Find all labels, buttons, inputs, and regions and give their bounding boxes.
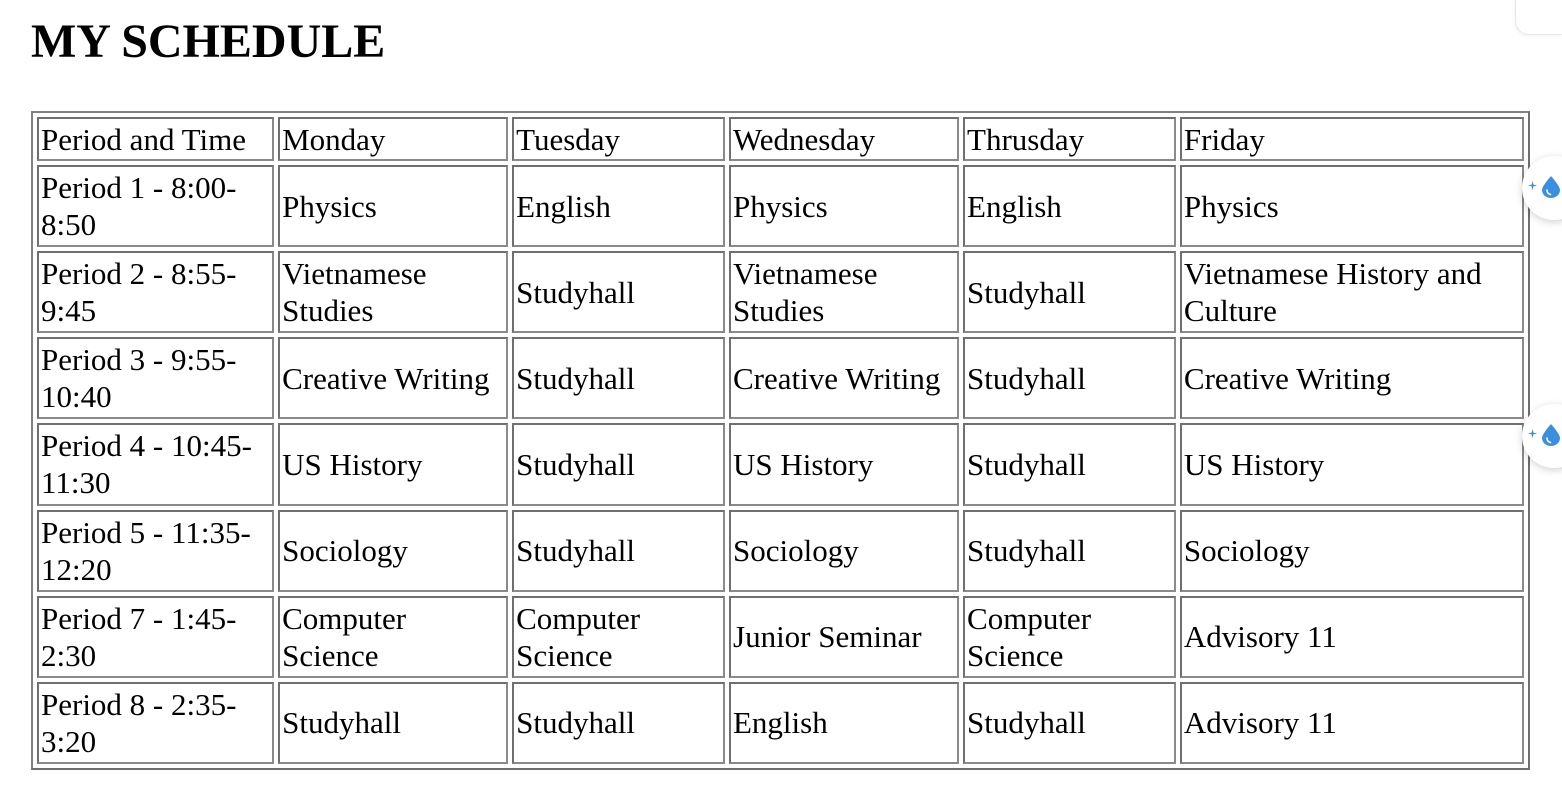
class-cell: Studyhall: [963, 251, 1176, 333]
header-friday: Friday: [1180, 117, 1524, 161]
period-cell: Period 8 - 2:35-3:20: [37, 682, 274, 764]
class-cell: Studyhall: [963, 337, 1176, 419]
class-cell: Studyhall: [278, 682, 508, 764]
period-cell: Period 3 - 9:55-10:40: [37, 337, 274, 419]
class-cell: US History: [278, 423, 508, 505]
class-cell: Sociology: [729, 510, 959, 592]
class-cell: Vietnamese History and Culture: [1180, 251, 1524, 333]
header-period-and-time: Period and Time: [37, 117, 274, 161]
sparkle-icon: [1528, 429, 1537, 438]
class-cell: Studyhall: [512, 337, 725, 419]
table-row: [37, 165, 1524, 247]
table-row: [37, 423, 1524, 505]
table-row: [37, 682, 1524, 764]
class-cell: US History: [729, 423, 959, 505]
period-cell: Period 5 - 11:35-12:20: [37, 510, 274, 592]
class-cell: Vietnamese Studies: [729, 251, 959, 333]
page-title: MY SCHEDULE: [31, 15, 386, 68]
period-cell: Period 2 - 8:55-9:45: [37, 251, 274, 333]
class-cell: Creative Writing: [729, 337, 959, 419]
class-cell: Computer Science: [963, 596, 1176, 678]
table-row: [37, 251, 1524, 333]
water-drop-icon: [1542, 176, 1560, 198]
header-wednesday: Wednesday: [729, 117, 959, 161]
class-cell: Junior Seminar: [729, 596, 959, 678]
sparkle-icon: [1528, 181, 1537, 190]
class-cell: Studyhall: [963, 423, 1176, 505]
class-cell: Sociology: [1180, 510, 1524, 592]
class-cell: Studyhall: [512, 682, 725, 764]
class-cell: Studyhall: [963, 682, 1176, 764]
class-cell: Studyhall: [963, 510, 1176, 592]
class-cell: Creative Writing: [1180, 337, 1524, 419]
period-cell: Period 4 - 10:45-11:30: [37, 423, 274, 505]
class-cell: Creative Writing: [278, 337, 508, 419]
table-row: [37, 510, 1524, 592]
water-drop-icon: [1542, 424, 1560, 446]
extension-panel-edge[interactable]: [1515, 0, 1562, 35]
class-cell: English: [512, 165, 725, 247]
schedule-table: [31, 111, 1530, 770]
class-cell: Studyhall: [512, 510, 725, 592]
class-cell: Physics: [729, 165, 959, 247]
class-cell: Computer Science: [512, 596, 725, 678]
class-cell: Advisory 11: [1180, 596, 1524, 678]
period-cell: Period 7 - 1:45-2:30: [37, 596, 274, 678]
class-cell: Studyhall: [512, 251, 725, 333]
table-row: [37, 596, 1524, 678]
class-cell: English: [963, 165, 1176, 247]
header-tuesday: Tuesday: [512, 117, 725, 161]
class-cell: Computer Science: [278, 596, 508, 678]
class-cell: Physics: [1180, 165, 1524, 247]
class-cell: US History: [1180, 423, 1524, 505]
class-cell: Studyhall: [512, 423, 725, 505]
table-header-row: [37, 117, 1524, 161]
class-cell: Physics: [278, 165, 508, 247]
period-cell: Period 1 - 8:00-8:50: [37, 165, 274, 247]
class-cell: Vietnamese Studies: [278, 251, 508, 333]
header-monday: Monday: [278, 117, 508, 161]
class-cell: Sociology: [278, 510, 508, 592]
table-row: [37, 337, 1524, 419]
header-thursday: Thrusday: [963, 117, 1176, 161]
class-cell: Advisory 11: [1180, 682, 1524, 764]
class-cell: English: [729, 682, 959, 764]
